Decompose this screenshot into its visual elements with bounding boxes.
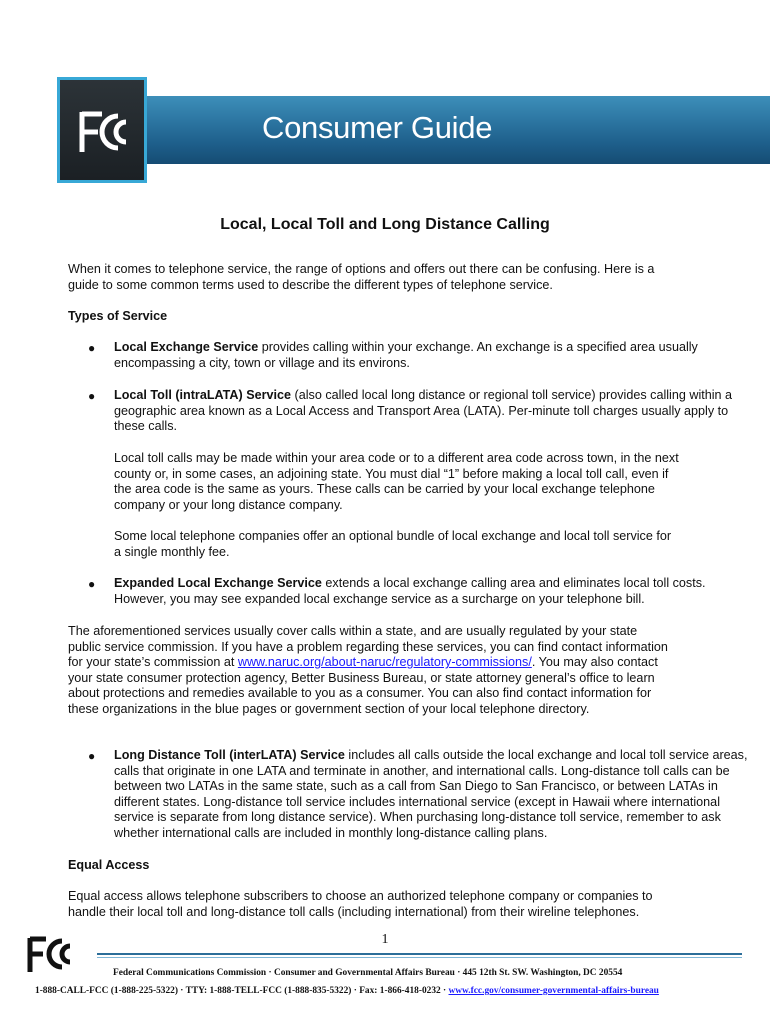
bullet-marker: ●: [88, 389, 96, 403]
naruc-link[interactable]: www.naruc.org/about-naruc/regulatory-commissions/: [237, 655, 532, 670]
footer-url-link[interactable]: www.fcc.gov/consumer-governmental-affairs-bureau: [448, 986, 659, 996]
bullet-text: includes all calls outside the local exchange and local toll service areas, calls that originate in one LATA and terminate in another, and international calls. Long-distance toll calls can be between two LATAs in the same state, such as a call from San Diego to San Francisco, or between LATAs in different states. Long-distance toll service includes international service (except in Hawaii where international service is separate from long distance service). When purchasing long-distance toll service, remember to ask whether international calls are included in monthly long-distance calling plans.: [114, 748, 748, 840]
bundle-paragraph: Some local telephone companies offer an optional bundle of local exchange and local toll service for a single monthly fee.: [114, 529, 672, 559]
page-number: 1: [381, 932, 389, 947]
fcc-logo: [57, 77, 147, 183]
bullet-local-exchange: [114, 340, 724, 371]
local-toll-paragraph: Local toll calls may be made within your area code or to a different area code across town, in the next county or, in some cases, an adjoining state. You must dial “1” before making a local toll call, even if the area code is the same as yours. These calls can be carried by your local exchange telephone company or your long distance company.: [114, 451, 679, 512]
footer-address-line: [113, 968, 622, 978]
bullet-text: provides calling within your exchange. An exchange is a specified area usually encompassing a city, town or village and its environs.: [114, 340, 698, 370]
intro-paragraph: When it comes to telephone service, the range of options and offers out there can be confusing. Here is a guide to some common terms used to describe the different types of telephone service.: [68, 262, 655, 292]
bullet-long-distance: [114, 748, 759, 842]
footer-bureau: · Consumer and Governmental Affairs Bureau: [268, 968, 455, 978]
regulation-text-after: . You may also contact your state consumer protection agency, Better Business Bureau, or state attorney general’s office to learn about protections and remedies available to you as a consumer. You can also find contact information for these organizations in the blue pages or government section of your local telephone directory.: [68, 655, 658, 716]
fcc-logo-icon: [68, 104, 138, 160]
footer-divider: [97, 953, 742, 955]
footer-agency: Federal Communications Commission: [113, 968, 267, 978]
bullet-term: Long Distance Toll (interLATA) Service: [114, 748, 345, 762]
footer-tty: · TTY: 1-888-TELL-FCC (1-888-835-5322): [180, 986, 352, 996]
bullet-term: Local Exchange Service: [114, 340, 259, 354]
banner-title: Consumer Guide: [262, 110, 493, 145]
bullet-expanded-local: [114, 576, 734, 607]
footer-fax: · Fax: 1-866-418-0232 ·: [353, 986, 447, 996]
bullet-marker: ●: [88, 577, 96, 591]
fcc-footer-logo-icon: [24, 934, 76, 974]
bullet-local-toll: [114, 388, 754, 435]
page-title: Local, Local Toll and Long Distance Calling: [220, 216, 550, 233]
bullet-term: Expanded Local Exchange Service: [114, 576, 322, 590]
bullet-marker: ●: [88, 749, 96, 763]
footer-divider-thin: [97, 957, 742, 958]
types-heading: Types of Service: [68, 309, 168, 323]
bullet-text: extends a local exchange calling area and eliminates local toll costs. However, you may see expanded local exchange service as a surcharge on your telephone bill.: [114, 576, 706, 606]
footer-contact-line: [35, 986, 659, 996]
bullet-text: (also called local long distance or regional toll service) provides calling within a geographic area known as a Local Access and Transport Area (LATA). Per-minute toll charges usually apply to these calls.: [114, 388, 733, 434]
bullet-term: Local Toll (intraLATA) Service: [114, 388, 292, 402]
footer-phone: 1-888-CALL-FCC (1-888-225-5322): [35, 986, 178, 996]
regulation-paragraph: [68, 624, 668, 718]
bullet-marker: ●: [88, 341, 96, 355]
equal-access-paragraph: Equal access allows telephone subscribers to choose an authorized telephone company or companies to handle their local toll and long-distance toll calls (including international) from their wireline telephones.: [68, 889, 653, 919]
regulation-text: The aforementioned services usually cover calls within a state, and are usually regulated by your state public service commission. If you have a problem regarding these services, you can find contact information for your state’s commission at: [68, 624, 668, 670]
equal-access-heading: Equal Access: [68, 858, 150, 872]
fcc-footer-logo: [24, 934, 76, 977]
footer-address: · 445 12th St. SW. Washington, DC 20554: [457, 968, 623, 978]
